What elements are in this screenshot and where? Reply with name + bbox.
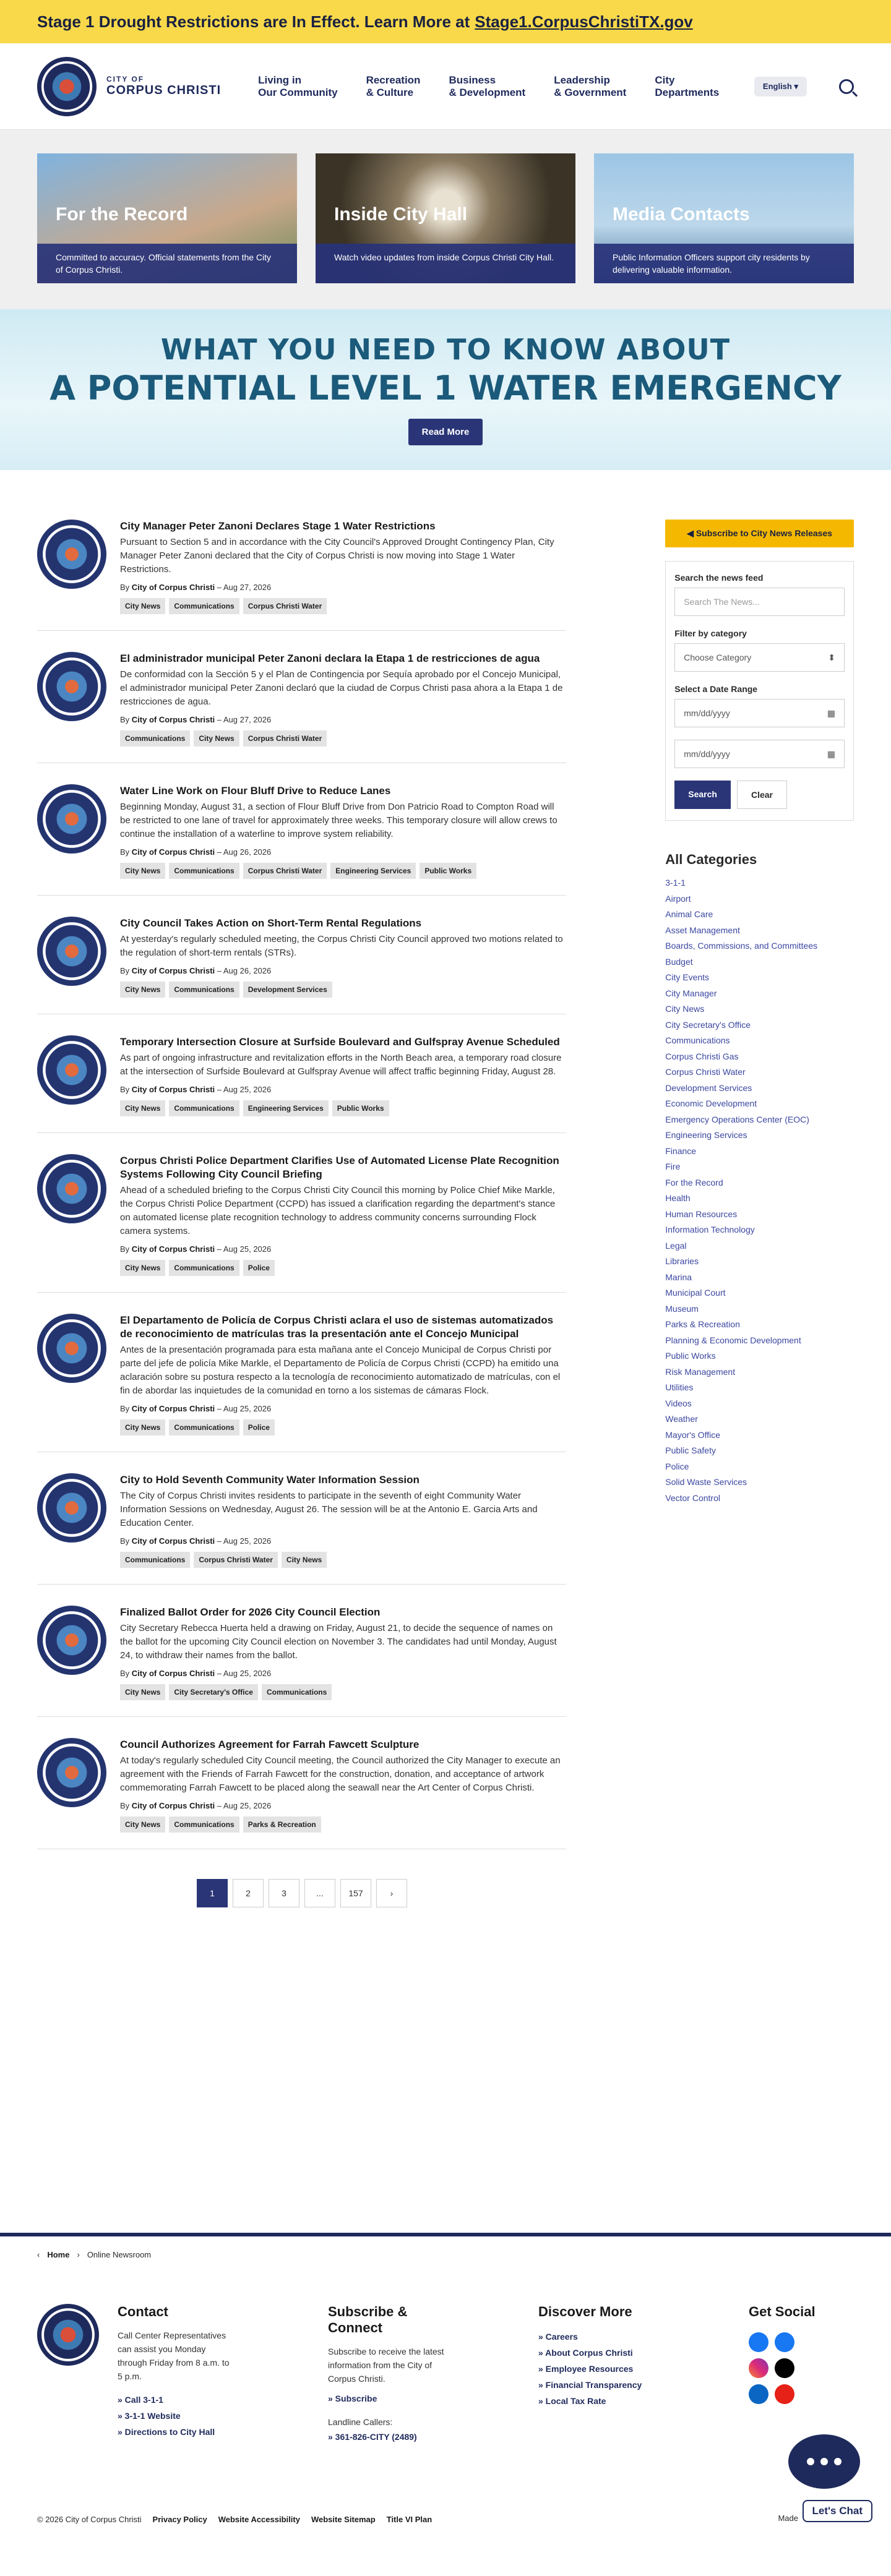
newsroom-main: [0, 470, 891, 1907]
post-tag[interactable]: City News: [120, 982, 165, 998]
category-link[interactable]: Public Works: [665, 1351, 716, 1361]
category-link[interactable]: City News: [665, 1004, 705, 1014]
category-link[interactable]: Mayor's Office: [665, 1429, 721, 1440]
post-tag[interactable]: City News: [282, 1552, 327, 1568]
categories-heading: All Categories: [665, 852, 757, 867]
post-tags: [120, 730, 566, 747]
news-post: [37, 652, 566, 763]
call-311-link[interactable]: » Call 3-1-1: [118, 2395, 163, 2405]
financial-transparency-link[interactable]: » Financial Transparency: [538, 2380, 642, 2390]
date-range-label: Select a Date Range: [674, 684, 758, 694]
category-link[interactable]: Asset Management: [665, 925, 740, 935]
post-author[interactable]: City of Corpus Christi: [131, 1085, 215, 1094]
category-link[interactable]: Corpus Christi Gas: [665, 1051, 739, 1061]
post-title[interactable]: Finalized Ballot Order for 2026 City Council Election: [120, 1606, 381, 1618]
category-link[interactable]: Public Safety: [665, 1445, 716, 1455]
post-meta: By City of Corpus Christi – Aug 25, 2026: [120, 1536, 272, 1546]
alert-link[interactable]: Stage1.CorpusChristiTX.gov: [475, 12, 693, 31]
category-link[interactable]: Videos: [665, 1398, 692, 1408]
category-link[interactable]: Museum: [665, 1303, 699, 1314]
category-link[interactable]: City Manager: [665, 988, 717, 998]
news-post: [37, 917, 566, 1014]
category-link[interactable]: Health: [665, 1193, 691, 1203]
news-post: [37, 784, 566, 896]
calendar-icon: ▦: [827, 708, 835, 718]
post-date: Aug 25, 2026: [223, 1536, 272, 1546]
clear-button[interactable]: Clear: [737, 781, 787, 809]
post-seal-image[interactable]: [37, 784, 106, 854]
post-author[interactable]: City of Corpus Christi: [131, 1801, 215, 1810]
nav-living[interactable]: Living in Our Community: [258, 74, 338, 98]
post-author[interactable]: City of Corpus Christi: [131, 583, 215, 592]
footer-discover: [538, 2304, 749, 2445]
nav-business[interactable]: Business & Development: [449, 74, 526, 98]
post-author[interactable]: City of Corpus Christi: [131, 847, 215, 857]
post-tag[interactable]: Communications: [169, 1260, 239, 1276]
post-title[interactable]: Council Authorizes Agreement for Farrah Fawcett Sculpture: [120, 1739, 420, 1750]
page-button[interactable]: 3: [269, 1879, 299, 1907]
chat-bubble-icon[interactable]: [788, 2434, 860, 2489]
youtube-icon[interactable]: [775, 2384, 794, 2404]
post-date: Aug 27, 2026: [223, 715, 272, 724]
sitemap-link[interactable]: Website Sitemap: [311, 2515, 376, 2524]
category-link[interactable]: Vector Control: [665, 1492, 720, 1503]
post-meta: By City of Corpus Christi – Aug 26, 2026: [120, 847, 272, 857]
post-author[interactable]: City of Corpus Christi: [131, 1536, 215, 1546]
breadcrumb: [0, 2236, 891, 2273]
post-tag[interactable]: Corpus Christi Water: [194, 1552, 278, 1568]
category-link[interactable]: Communications: [665, 1035, 730, 1045]
chevron-left-icon: ‹: [37, 2250, 40, 2259]
logo-text[interactable]: [106, 75, 221, 98]
post-author[interactable]: City of Corpus Christi: [131, 1404, 215, 1413]
phone-link[interactable]: » 361-826-CITY (2489): [328, 2432, 417, 2442]
category-link[interactable]: Municipal Court: [665, 1288, 726, 1298]
contact-heading: Contact: [118, 2304, 168, 2319]
alert-text: Stage 1 Drought Restrictions are In Effect. Learn More at: [37, 12, 470, 31]
card-title: Inside City Hall: [334, 204, 468, 225]
card-title: Media Contacts: [613, 204, 750, 225]
main-nav: [258, 74, 747, 99]
post-tag[interactable]: Public Works: [332, 1100, 389, 1116]
post-date: Aug 25, 2026: [223, 1669, 272, 1678]
news-post: [37, 1738, 566, 1849]
post-tag[interactable]: City News: [120, 1684, 165, 1700]
post-tags: [120, 1100, 566, 1116]
card-title: For the Record: [56, 204, 188, 225]
linkedin-icon[interactable]: [749, 2384, 768, 2404]
post-tags: [120, 863, 566, 879]
employee-resources-link[interactable]: » Employee Resources: [538, 2364, 634, 2374]
post-excerpt: Antes de la presentación programada para esta mañana ante el Concejo Municipal de Corpus Christi por parte del jefe de policía Mike Markle, el Departamento de Policía de Corpus Christi (CCPD) ha emitido una aclaración sobre su postura respecto a la tecnología de reconocimiento automatizado de matrículas, con el fin de abordar las inquietudes de la comunidad en torno a los sistemas de cámaras Flock.: [120, 1345, 561, 1396]
nav-leadership[interactable]: Leadership & Government: [554, 74, 627, 98]
post-seal-image[interactable]: [37, 1035, 106, 1105]
post-tag[interactable]: City News: [120, 1260, 165, 1276]
category-link[interactable]: City Secretary's Office: [665, 1019, 751, 1030]
footer-contact: [118, 2304, 328, 2445]
post-title[interactable]: Temporary Intersection Closure at Surfside Boulevard and Gulfspray Avenue Scheduled: [120, 1036, 560, 1048]
post-date: Aug 27, 2026: [223, 583, 272, 592]
category-link[interactable]: Human Resources: [665, 1209, 738, 1219]
post-tag[interactable]: City News: [120, 863, 165, 879]
post-author[interactable]: City of Corpus Christi: [131, 1244, 215, 1254]
category-link[interactable]: Marina: [665, 1272, 692, 1282]
post-excerpt: De conformidad con la Sección 5 y el Plan de Contingencia por Sequía aprobado por el Concejo Municipal, el administrador municipal Peter Zanoni declaró que la ciudad de Corpus Christi pasa ahora a la Etapa 1 de restricciones de agua.: [120, 669, 563, 707]
post-seal-image[interactable]: [37, 917, 106, 986]
page-button[interactable]: 2: [233, 1879, 264, 1907]
footer-seal-logo[interactable]: [37, 2304, 99, 2366]
post-tag[interactable]: Communications: [120, 1552, 190, 1568]
nav-recreation[interactable]: Recreation & Culture: [366, 74, 421, 98]
post-title[interactable]: Water Line Work on Flour Bluff Drive to Reduce Lanes: [120, 785, 391, 797]
news-post: [37, 1606, 566, 1717]
post-tag[interactable]: Communications: [169, 982, 239, 998]
category-link[interactable]: 3-1-1: [665, 878, 686, 888]
311-website-link[interactable]: » 3-1-1 Website: [118, 2411, 181, 2421]
landline-label: Landline Callers:: [328, 2417, 393, 2427]
post-date: Aug 26, 2026: [223, 966, 272, 975]
breadcrumb-home[interactable]: Home: [47, 2250, 70, 2259]
pagination: [197, 1879, 566, 1907]
category-link[interactable]: Budget: [665, 956, 693, 967]
post-meta: By City of Corpus Christi – Aug 26, 2026: [120, 966, 272, 975]
post-tag[interactable]: Corpus Christi Water: [243, 598, 327, 614]
post-excerpt: Ahead of a scheduled briefing to the Corpus Christi City Council this morning by Police Chief Mike Markle, the Corpus Christi Police Department (CCPD) has issued a clarification regarding the department's stance on automated license plate recognition technology to address community concerns surrounding Flock camera systems.: [120, 1185, 556, 1236]
post-tags: [120, 1419, 566, 1436]
news-post: [37, 520, 566, 631]
post-tag[interactable]: Corpus Christi Water: [243, 730, 327, 747]
nav-departments[interactable]: City Departments: [655, 74, 720, 98]
x-icon[interactable]: [775, 2358, 794, 2378]
contact-text: Call Center Representatives can assist you Monday through Friday from 8 a.m. to 5 p.m.: [118, 2330, 230, 2381]
careers-link[interactable]: » Careers: [538, 2332, 578, 2342]
post-meta: By City of Corpus Christi – Aug 25, 2026: [120, 1244, 272, 1254]
card-for-the-record[interactable]: [37, 153, 297, 283]
site-header: [0, 43, 891, 130]
news-feed: [37, 520, 566, 1907]
category-link[interactable]: Libraries: [665, 1256, 699, 1266]
post-excerpt: At today's regularly scheduled City Council meeting, the Council authorized the City Manager to execute an agreement with the Friends of Farrah Fawcett for the construction, donation, and acceptance of artwork commemorating Farrah Fawcett to be placed along the seawall near the Art Center of Corpus Christi.: [120, 1755, 561, 1793]
post-tag[interactable]: Communications: [169, 598, 239, 614]
post-excerpt: Pursuant to Section 5 and in accordance with the City Council's Approved Drought Contingency Plan, City Manager Peter Zanoni declared that the City of Corpus Christi is now moving into Stage 1 Water Restrictions.: [120, 537, 554, 575]
copyright-bar: [37, 2515, 432, 2524]
category-link[interactable]: Solid Waste Services: [665, 1477, 747, 1487]
post-tag[interactable]: Communications: [169, 1816, 239, 1833]
post-tag[interactable]: Engineering Services: [330, 863, 416, 879]
news-post: [37, 1473, 566, 1585]
search-icon[interactable]: [839, 79, 854, 94]
category-link[interactable]: Economic Development: [665, 1098, 757, 1108]
footer-social: [749, 2304, 817, 2445]
chevron-right-icon: ›: [77, 2250, 80, 2259]
feature-cards: [0, 130, 891, 309]
post-title[interactable]: El Departamento de Policía de Corpus Christi aclara el uso de sistemas automatizados de reconocimiento de matrículas tras la presentación ante el Concejo Municipal: [120, 1314, 554, 1340]
post-tag[interactable]: Communications: [120, 730, 190, 747]
page-button[interactable]: 157: [340, 1879, 371, 1907]
filter-label: Filter by category: [674, 628, 747, 638]
news-post: [37, 1035, 566, 1133]
language-select[interactable]: English ▾: [754, 77, 807, 96]
category-link[interactable]: City Events: [665, 972, 710, 982]
post-date: Aug 25, 2026: [223, 1244, 272, 1254]
post-seal-image[interactable]: [37, 1606, 106, 1675]
title-vi-link[interactable]: Title VI Plan: [386, 2515, 433, 2524]
subscribe-heading-2: Connect: [328, 2320, 382, 2335]
banner-line-1: WHAT YOU NEED TO KNOW ABOUT: [160, 333, 731, 366]
post-seal-image[interactable]: [37, 520, 106, 589]
post-excerpt: City Secretary Rebecca Huerta held a drawing on Friday, August 21, to decide the sequence of names on the ballot for the upcoming City Council election on November 3. The candidates had until Monday, August 24, to withdraw their names from the ballot.: [120, 1623, 557, 1661]
post-excerpt: Beginning Monday, August 31, a section of Flour Bluff Drive from Don Patricio Road to Compton Road will be restricted to one lane of travel for approximately three weeks. This temporary closure will allow crews to continue the installation of a waterline to improve system reliability.: [120, 802, 557, 839]
category-link[interactable]: Development Services: [665, 1082, 752, 1093]
post-tag[interactable]: Police: [243, 1419, 275, 1436]
post-seal-image[interactable]: [37, 1473, 106, 1543]
post-tag[interactable]: Engineering Services: [243, 1100, 329, 1116]
subscribe-text: Subscribe to receive the latest information from the City of Corpus Christi.: [328, 2347, 444, 2384]
post-excerpt: The City of Corpus Christi invites residents to participate in the seventh of eight Community Water Information Sessions on Wednesday, August 26. The session will be at the Antonio E. Garcia Arts and Education Center.: [120, 1491, 538, 1528]
discover-heading: Discover More: [538, 2304, 632, 2319]
card-caption: Public Information Officers support city residents by delivering valuable information.: [594, 244, 854, 283]
category-link[interactable]: Animal Care: [665, 909, 713, 919]
post-tags: [120, 1684, 566, 1700]
subscribe-link[interactable]: » Subscribe: [328, 2394, 377, 2403]
post-date: Aug 25, 2026: [223, 1801, 272, 1810]
category-link[interactable]: Finance: [665, 1145, 697, 1156]
post-tag[interactable]: Public Works: [420, 863, 476, 879]
category-link[interactable]: Planning & Economic Development: [665, 1335, 801, 1345]
category-link[interactable]: Information Technology: [665, 1225, 755, 1235]
category-link[interactable]: Police: [665, 1461, 689, 1471]
made-label: Made: [778, 2514, 798, 2523]
page-button[interactable]: 1: [197, 1879, 228, 1907]
local-tax-rate-link[interactable]: » Local Tax Rate: [538, 2396, 606, 2406]
card-caption: Committed to accuracy. Official statements from the City of Corpus Christi.: [37, 244, 297, 283]
next-page-icon[interactable]: ›: [376, 1879, 407, 1907]
post-seal-image[interactable]: [37, 1314, 106, 1383]
category-list: [665, 875, 854, 1506]
subscribe-heading-1: Subscribe &: [328, 2304, 408, 2319]
post-title[interactable]: El administrador municipal Peter Zanoni declara la Etapa 1 de restricciones de agua: [120, 653, 540, 664]
calendar-icon: ▦: [827, 748, 835, 759]
post-tag[interactable]: Development Services: [243, 982, 332, 998]
logo-corpus-christi: CORPUS CHRISTI: [106, 83, 222, 97]
post-tags: [120, 1260, 566, 1276]
category-link[interactable]: Risk Management: [665, 1366, 736, 1377]
directions-link[interactable]: » Directions to City Hall: [118, 2427, 215, 2437]
post-seal-image[interactable]: [37, 652, 106, 721]
site-footer: [0, 2233, 891, 2576]
search-label: Search the news feed: [674, 573, 764, 583]
water-emergency-banner: [0, 309, 891, 470]
facebook-alt-icon[interactable]: [775, 2332, 794, 2352]
post-tag[interactable]: Police: [243, 1260, 275, 1276]
post-excerpt: As part of ongoing infrastructure and revitalization efforts in the North Beach area, a temporary road closure at the intersection of Surfside Boulevard at Gulfspray Avenue will affect traffic beginning Friday, August 28.: [120, 1053, 562, 1077]
card-inside-city-hall[interactable]: [316, 153, 575, 283]
post-meta: By City of Corpus Christi – Aug 25, 2026: [120, 1085, 272, 1094]
card-media-contacts[interactable]: [594, 153, 854, 283]
post-meta: By City of Corpus Christi – Aug 25, 2026: [120, 1404, 272, 1413]
breadcrumb-current: Online Newsroom: [87, 2250, 152, 2259]
post-excerpt: At yesterday's regularly scheduled meeting, the Corpus Christi City Council approved two motions related to the regulation of short-term rentals (STRs).: [120, 934, 563, 958]
post-tag[interactable]: City News: [120, 1419, 165, 1436]
post-tags: [120, 1816, 566, 1833]
post-date: Aug 25, 2026: [223, 1085, 272, 1094]
news-post: [37, 1314, 566, 1452]
post-tag[interactable]: Communications: [169, 1419, 239, 1436]
post-tags: [120, 1552, 566, 1568]
post-tag[interactable]: Communications: [169, 863, 239, 879]
card-caption: Watch video updates from inside Corpus Christi City Hall.: [316, 244, 575, 283]
social-heading: Get Social: [749, 2304, 816, 2319]
post-meta: By City of Corpus Christi – Aug 27, 2026: [120, 715, 272, 724]
category-link[interactable]: Weather: [665, 1414, 698, 1424]
about-link[interactable]: » About Corpus Christi: [538, 2348, 633, 2358]
post-tag[interactable]: Parks & Recreation: [243, 1816, 321, 1833]
category-link[interactable]: Corpus Christi Water: [665, 1067, 746, 1077]
read-more-button[interactable]: Read More: [408, 419, 483, 445]
logo-city-of: CITY OF: [106, 75, 145, 83]
city-seal-logo[interactable]: [37, 57, 97, 116]
search-input[interactable]: Search The News...: [674, 588, 845, 616]
date-to-input[interactable]: mm/dd/yyyy ▦: [674, 740, 845, 768]
post-title[interactable]: Corpus Christi Police Department Clarifies Use of Automated License Plate Recognition Systems Following City Council Briefing: [120, 1155, 559, 1180]
category-link[interactable]: Utilities: [665, 1382, 694, 1392]
facebook-icon[interactable]: [749, 2332, 768, 2352]
post-tags: [120, 598, 566, 614]
post-author[interactable]: City of Corpus Christi: [131, 966, 215, 975]
search-button[interactable]: Search: [674, 781, 731, 809]
post-date: Aug 26, 2026: [223, 847, 272, 857]
instagram-icon[interactable]: [749, 2358, 768, 2378]
post-tag[interactable]: Communications: [169, 1100, 239, 1116]
post-seal-image[interactable]: [37, 1738, 106, 1807]
post-tag[interactable]: City News: [120, 1100, 165, 1116]
category-link[interactable]: Airport: [665, 893, 691, 904]
post-tag[interactable]: City News: [194, 730, 239, 747]
post-tag[interactable]: Communications: [262, 1684, 332, 1700]
post-tags: [120, 982, 566, 998]
post-meta: By City of Corpus Christi – Aug 25, 2026: [120, 1801, 272, 1810]
post-tag[interactable]: Corpus Christi Water: [243, 863, 327, 879]
category-link[interactable]: Engineering Services: [665, 1130, 747, 1140]
post-seal-image[interactable]: [37, 1154, 106, 1223]
post-title[interactable]: City to Hold Seventh Community Water Information Session: [120, 1474, 420, 1486]
page-button[interactable]: ...: [304, 1879, 335, 1907]
category-link[interactable]: Legal: [665, 1240, 687, 1251]
post-author[interactable]: City of Corpus Christi: [131, 715, 215, 724]
post-title[interactable]: City Manager Peter Zanoni Declares Stage 1 Water Restrictions: [120, 520, 436, 532]
date-from-input[interactable]: mm/dd/yyyy ▦: [674, 699, 845, 727]
post-tag[interactable]: City News: [120, 1816, 165, 1833]
copyright-text: © 2026 City of Corpus Christi: [37, 2515, 142, 2524]
category-link[interactable]: Parks & Recreation: [665, 1319, 740, 1329]
chevron-down-icon: ⬍: [828, 652, 835, 662]
subscribe-button[interactable]: ◀ Subscribe to City News Releases: [665, 520, 854, 547]
category-link[interactable]: Boards, Commissions, and Committees: [665, 941, 818, 951]
news-post: [37, 1154, 566, 1293]
post-author[interactable]: City of Corpus Christi: [131, 1669, 215, 1678]
category-select[interactable]: Choose Category ⬍: [674, 643, 845, 672]
post-meta: By City of Corpus Christi – Aug 27, 2026: [120, 583, 272, 592]
banner-line-2: A POTENTIAL LEVEL 1 WATER EMERGENCY: [50, 369, 842, 408]
accessibility-link[interactable]: Website Accessibility: [218, 2515, 300, 2524]
lets-chat-button[interactable]: Let's Chat: [803, 2500, 873, 2522]
sidebar: [665, 520, 854, 1907]
footer-subscribe: [328, 2304, 538, 2445]
post-title[interactable]: City Council Takes Action on Short-Term Rental Regulations: [120, 917, 422, 929]
drought-alert-bar: [0, 0, 891, 43]
privacy-policy-link[interactable]: Privacy Policy: [152, 2515, 207, 2524]
category-link[interactable]: Fire: [665, 1162, 681, 1171]
category-link[interactable]: For the Record: [665, 1177, 723, 1187]
post-meta: By City of Corpus Christi – Aug 25, 2026: [120, 1669, 272, 1678]
post-tag[interactable]: City Secretary's Office: [169, 1684, 258, 1700]
post-date: Aug 25, 2026: [223, 1404, 272, 1413]
filter-panel: [665, 561, 854, 821]
post-tag[interactable]: City News: [120, 598, 165, 614]
category-link[interactable]: Emergency Operations Center (EOC): [665, 1114, 809, 1124]
